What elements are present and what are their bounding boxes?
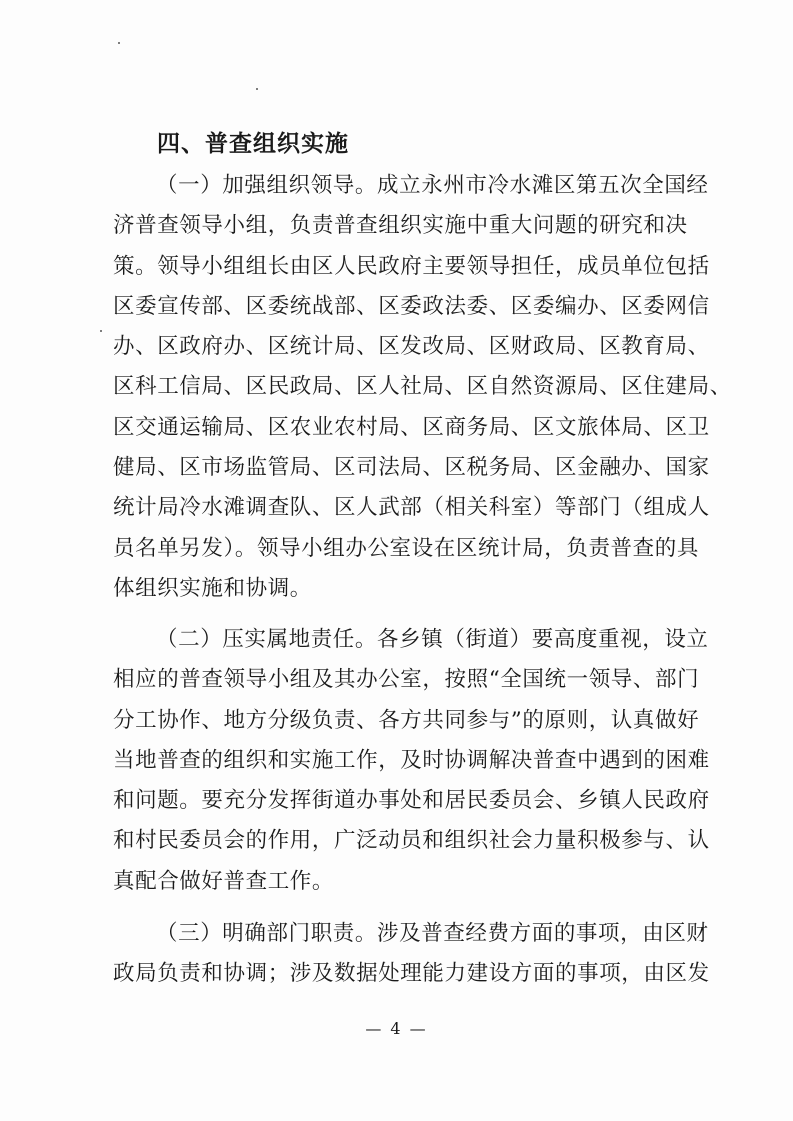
page-number: — 4 — [365, 1019, 428, 1038]
paragraph-line: （三）明确部门职责。涉及普查经费方面的事项，由区财 [156, 921, 709, 946]
section-heading: 四、普查组织实施 [157, 131, 349, 157]
paragraph-line: 健局、区市场监管局、区司法局、区税务局、区金融办、国家 [113, 455, 710, 481]
paragraph-line: 员名单另发）。领导小组办公室设在区统计局，负责普查的具 [113, 535, 699, 561]
scan-speck [100, 330, 102, 332]
paragraph-line: （一）加强组织领导。成立永州市冷水滩区第五次全国经 [156, 173, 709, 198]
paragraph-line: 真配合做好普查工作。 [113, 868, 335, 894]
paragraph-line: 体组织实施和协调。 [113, 575, 312, 601]
paragraph-organization-leadership [113, 166, 732, 609]
paragraph-line: 和问题。要充分发挥街道办事处和居民委员会、乡镇人民政府 [113, 788, 710, 814]
paragraph-lead: （一）加强组织领导。 [156, 173, 378, 198]
paragraph-line: 济普查领导小组，负责普查组织实施中重大问题的研究和决 [113, 213, 688, 239]
paragraph-lead: （三）明确部门职责。 [156, 921, 378, 946]
paragraph-line: 办、区政府办、区统计局、区发改局、区财政局、区教育局、 [113, 334, 710, 360]
scan-speck [118, 42, 120, 44]
paragraph-line: 区委宣传部、区委统战部、区委政法委、区委编办、区委网信 [113, 293, 710, 319]
paragraph-line: 策。领导小组组长由区人民政府主要领导担任，成员单位包括 [113, 253, 710, 279]
paragraph-line: 区交通运输局、区农业农村局、区商务局、区文旅体局、区卫 [113, 414, 710, 440]
paragraph-line: 统计局冷水滩调查队、区人武部（相关科室）等部门（组成人 [113, 495, 710, 521]
paragraph-line: （二）压实属地责任。各乡镇（街道）要高度重视，设立 [156, 627, 709, 652]
scan-speck [256, 88, 258, 90]
paragraph-lead: （二）压实属地责任。 [156, 627, 378, 652]
paragraph-line: 当地普查的组织和实施工作，及时协调解决普查中遇到的困难 [113, 747, 710, 773]
paragraph-line: 和村民委员会的作用，广泛动员和组织社会力量积极参与、认 [113, 828, 710, 854]
paragraph-local-responsibility [113, 620, 710, 902]
paragraph-line: 区科工信局、区民政局、区人社局、区自然资源局、区住建局、 [113, 374, 732, 400]
paragraph-line: 分工协作、地方分级负责、各方共同参与”的原则，认真做好 [113, 707, 700, 733]
paragraph-line: 相应的普查领导小组及其办公室，按照“全国统一领导、部门 [113, 667, 700, 693]
paragraph-line: 政局负责和协调；涉及数据处理能力建设方面的事项，由区发 [113, 961, 710, 987]
paragraph-department-duties [113, 914, 710, 995]
